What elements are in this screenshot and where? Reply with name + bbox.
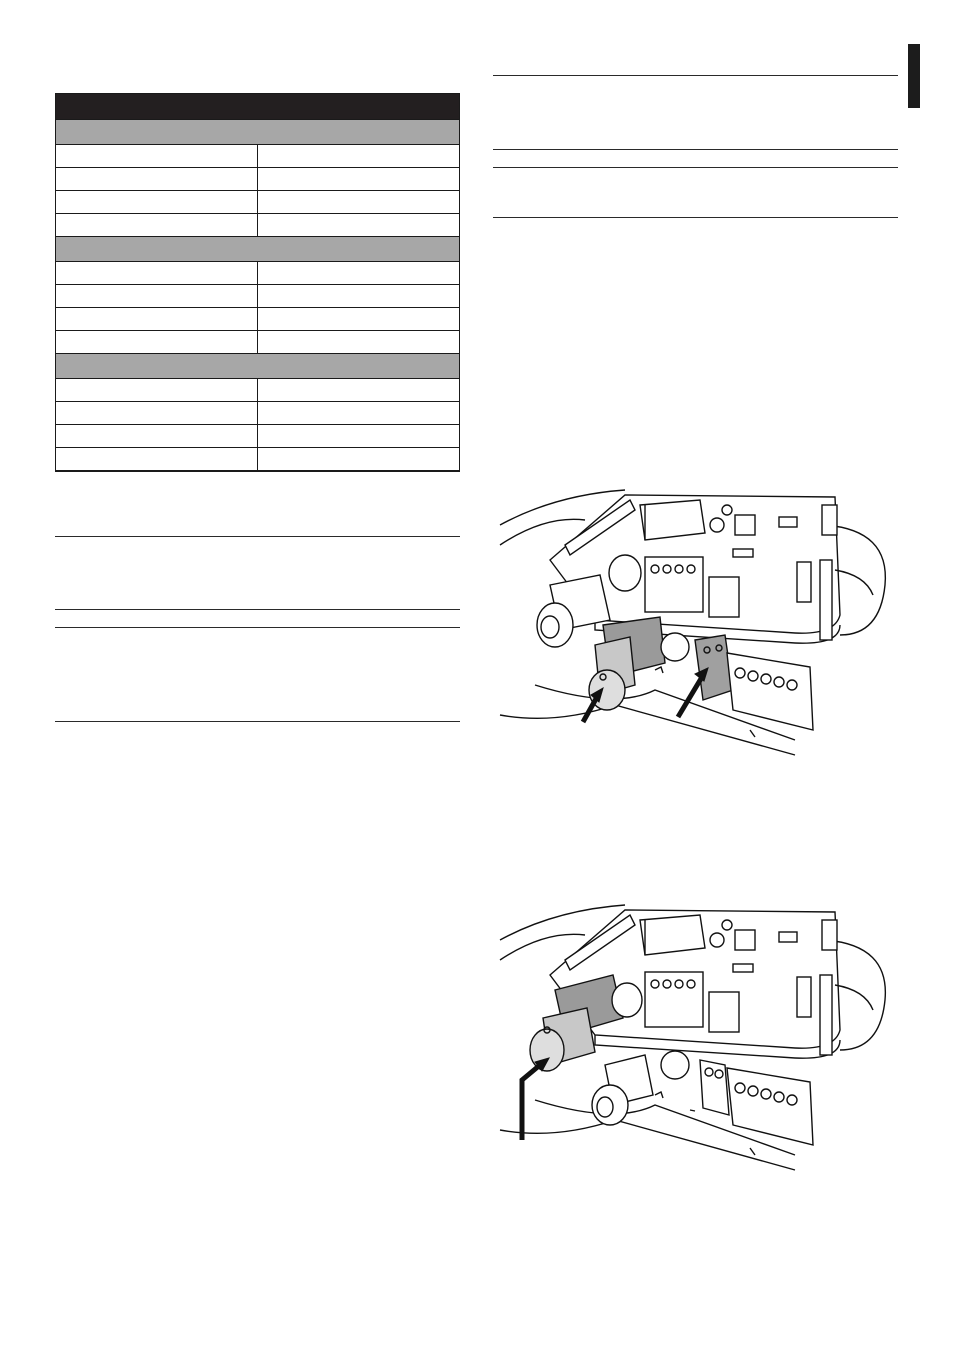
figure-board-bnc-inserted <box>495 900 895 1185</box>
table-cell <box>56 308 258 331</box>
language-tab <box>908 44 920 108</box>
table-row <box>56 145 460 168</box>
table-cell <box>258 308 460 331</box>
divider <box>493 149 898 150</box>
table-section-row <box>56 237 460 262</box>
table-cell <box>258 191 460 214</box>
table-cell <box>56 285 258 308</box>
table-cell <box>56 191 258 214</box>
table-cell <box>56 262 258 285</box>
table-section-row <box>56 120 460 145</box>
divider <box>55 721 460 722</box>
table-row <box>56 425 460 448</box>
table-cell <box>258 285 460 308</box>
table-row <box>56 402 460 425</box>
divider <box>493 167 898 168</box>
table-row <box>56 308 460 331</box>
table-cell <box>258 214 460 237</box>
table-cell <box>56 168 258 191</box>
table-cell <box>258 168 460 191</box>
table-cell <box>56 448 258 471</box>
section-title <box>56 354 460 379</box>
table-row <box>56 285 460 308</box>
table-section-row <box>56 354 460 379</box>
section-title <box>56 120 460 145</box>
board-illustration-2 <box>495 900 895 1185</box>
table-cell <box>56 145 258 168</box>
table-cell <box>258 448 460 471</box>
table-row <box>56 214 460 237</box>
table-cell <box>258 262 460 285</box>
table-row <box>56 379 460 402</box>
table-row <box>56 168 460 191</box>
table-row <box>56 448 460 471</box>
figure-board-bnc-terminal <box>495 485 895 770</box>
section-title <box>56 237 460 262</box>
table-cell <box>56 402 258 425</box>
table-cell <box>56 214 258 237</box>
divider <box>493 217 898 218</box>
table-header-row <box>56 94 460 120</box>
divider <box>493 75 898 76</box>
table-cell <box>258 145 460 168</box>
table-header-cell <box>56 94 460 120</box>
divider <box>55 536 460 537</box>
table-cell <box>258 425 460 448</box>
table-row <box>56 191 460 214</box>
table-cell <box>258 379 460 402</box>
specification-table <box>55 93 460 472</box>
board-illustration-1 <box>495 485 895 770</box>
table-row <box>56 331 460 354</box>
table-cell <box>56 425 258 448</box>
divider <box>55 609 460 610</box>
table-cell <box>258 331 460 354</box>
table-cell <box>258 402 460 425</box>
table-row <box>56 262 460 285</box>
divider <box>55 627 460 628</box>
table-cell <box>56 379 258 402</box>
table-cell <box>56 331 258 354</box>
